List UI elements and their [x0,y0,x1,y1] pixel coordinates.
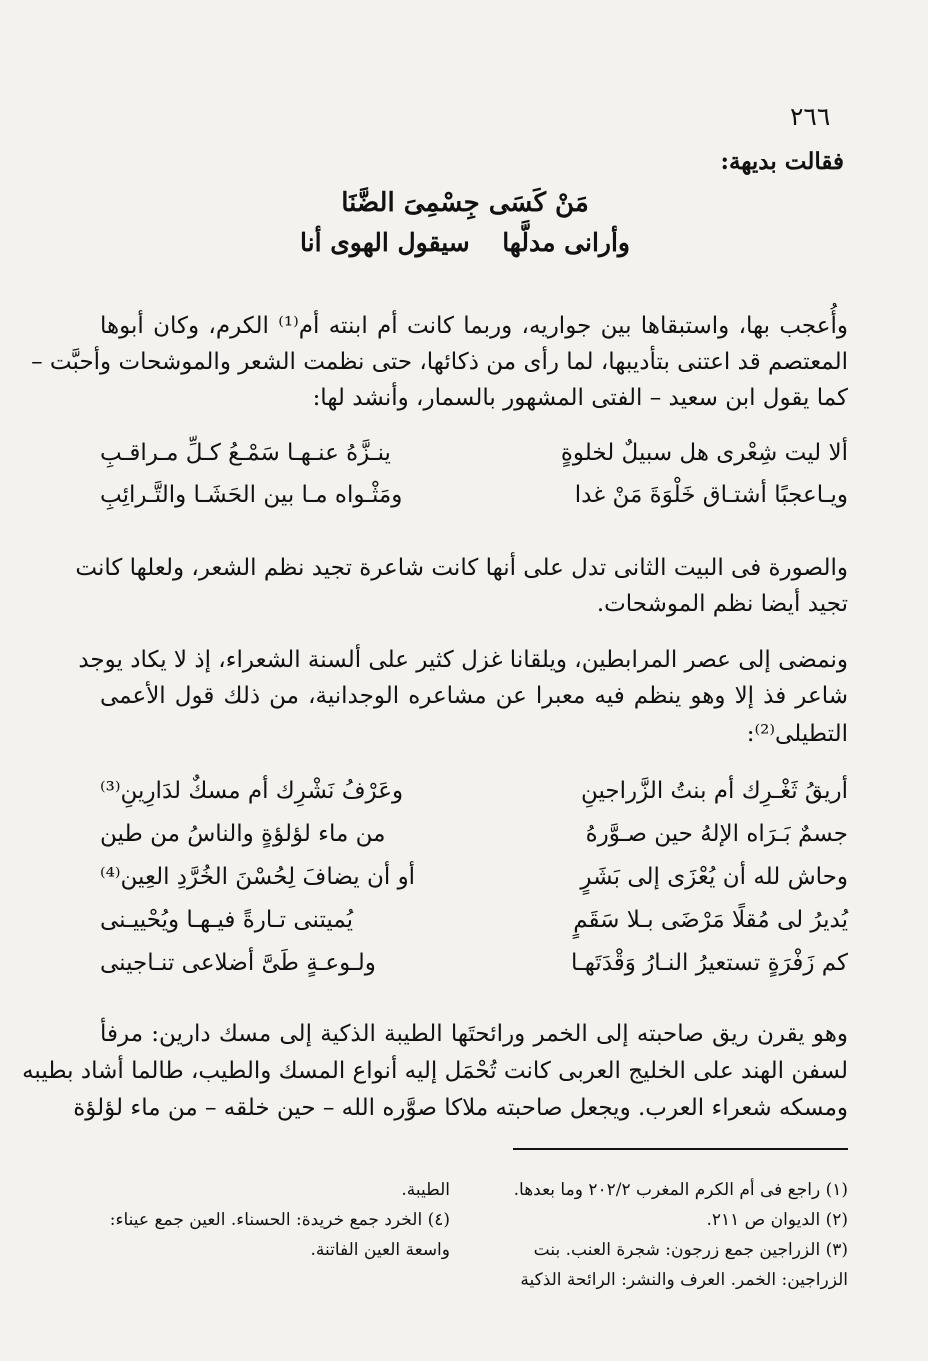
paragraph-3-line-3: التطيلى⁽²⁾: [746,721,848,747]
footnote-3-end: الطيبة. [401,1180,450,1200]
verse-7-second-hemistich: ولـوعـةٍ طَىَّ أضلاعى تنـاجينى [100,950,376,976]
verse-3-first-hemistich: أريقُ ثَغْـرِك أم بنتُ الزَّراجينِ [580,778,848,804]
paragraph-3-line-1: ونمضى إلى عصر المرابطين، ويلقانا غزل كثير على ألسنة الشعراء، إذ لا يكاد يوجد [78,647,848,673]
verse-3 [100,778,848,818]
paragraph-1-line-3: كما يقول ابن سعيد – الفتى المشهور بالسمار، وأنشد لها: [312,385,848,411]
page-number: ٢٦٦ [790,102,831,131]
verse-2-second-hemistich: ومَثْـواه مـا بين الحَشَـا والتَّـرائِبِ [100,482,403,508]
verse-6 [100,907,848,947]
verse-2 [100,482,848,522]
centered-verse-line-1: مَنْ كَسَى جِسْمِىَ الضَّنَا [341,188,589,218]
paragraph-4-line-1: وهو يقرن ريق صاحبته إلى الخمر ورائحتَها الطيبة الذكية إلى مسك دارين: مرفأ [100,1021,848,1047]
footnote-divider [513,1148,848,1150]
paragraph-1-line-1: وأُعجب بها، واستبقاها بين جواريه، وربما كانت أم ابنته أم⁽¹⁾ الكرم، وكان أبوها [100,313,848,339]
verse-1-first-hemistich: ألا ليت شِعْرى هل سبيلٌ لخلوةٍ [560,440,848,466]
verse-5 [100,864,848,904]
verse-7 [100,950,848,990]
footnote-2: (٢) الديوان ص ٢١١. [706,1210,848,1230]
verse-2-first-hemistich: ويـاعجبًا أشتـاق خَلْوَةَ مَنْ غدا [574,482,848,508]
verse-4-second-hemistich: من ماء لؤلؤةٍ والناسُ من طين [100,821,386,847]
footnote-3: (٣) الزراجين جمع زرجون: شجرة العنب. بنت [533,1240,848,1260]
paragraph-4-line-2: لسفن الهند على الخليج العربى كانت تُحْمَل إليه أنواع المسك والطيب، طالما أشاد بطيبه [22,1058,848,1084]
paragraph-3-line-2: شاعر فذ إلا وهو ينظم فيه معبرا عن مشاعره الوجدانية، من ذلك قول الأعمى [100,683,848,709]
footnote-3-continued: الزراجين: الخمر. العرف والنشر: الرائحة الذكية [520,1270,848,1290]
intro-line: فقالت بديهة: [720,148,844,175]
verse-3-second-hemistich: وعَرْفُ نَشْرِك أم مسكٌ لدَارِينِ⁽³⁾ [100,778,404,804]
paragraph-2-line-2: تجيد أيضا نظم الموشحات. [596,591,848,617]
paragraph-4-line-3: ومسكه شعراء العرب. ويجعل صاحبته ملاكا صوَّره الله – حين خلقه – من ماء لؤلؤة [73,1095,848,1121]
verse-4-first-hemistich: جسمٌ بَـرَاه الإلهُ حين صـوَّرهُ [585,821,848,847]
verse-5-second-hemistich: أو أن يضافَ لِحُسْنَ الخُرَّدِ العِين⁽⁴⁾ [100,864,416,890]
paragraph-1-line-2: المعتصم قد اعتنى بتأديبها، لما رأى من ذكائها، حتى نظمت الشعر والموشحات وأحبَّت – [31,349,848,375]
verse-6-first-hemistich: يُديرُ لى مُقلًا مَرْضَى بـلا سَقَمٍ [573,907,848,933]
centered-verse-line-2 [300,228,630,268]
footnote-4-continued: واسعة العين الفاتنة. [310,1240,450,1260]
centered-verse-line-2-left: سيقول الهوى أنا [300,228,470,257]
verse-6-second-hemistich: يُميتنى تـارةً فيـهـا ويُحْييـنى [100,907,354,933]
paragraph-2-line-1: والصورة فى البيت الثانى تدل على أنها كانت شاعرة تجيد نظم الشعر، ولعلها كانت [75,555,848,581]
verse-5-first-hemistich: وحاش لله أن يُعْزَى إلى بَشَرٍ [580,864,848,890]
footnote-4: (٤) الخرد جمع خريدة: الحسناء. العين جمع عيناء: [109,1210,450,1230]
centered-verse-line-2-right: وأرانى مدلَّها [502,228,630,257]
verse-4 [100,821,848,861]
verse-1 [100,440,848,480]
footnote-1: (١) راجع فى أم الكرم المغرب ٢٠٢/٢ وما بعدها. [513,1180,848,1200]
verse-1-second-hemistich: ينـزَّهُ عنـهـا سَمْـعُ كـلِّ مـراقـبِ [100,440,391,466]
verse-7-first-hemistich: كم زَفْرَةٍ تستعيرُ النـارُ وَقْدَتَهـا [570,950,848,976]
